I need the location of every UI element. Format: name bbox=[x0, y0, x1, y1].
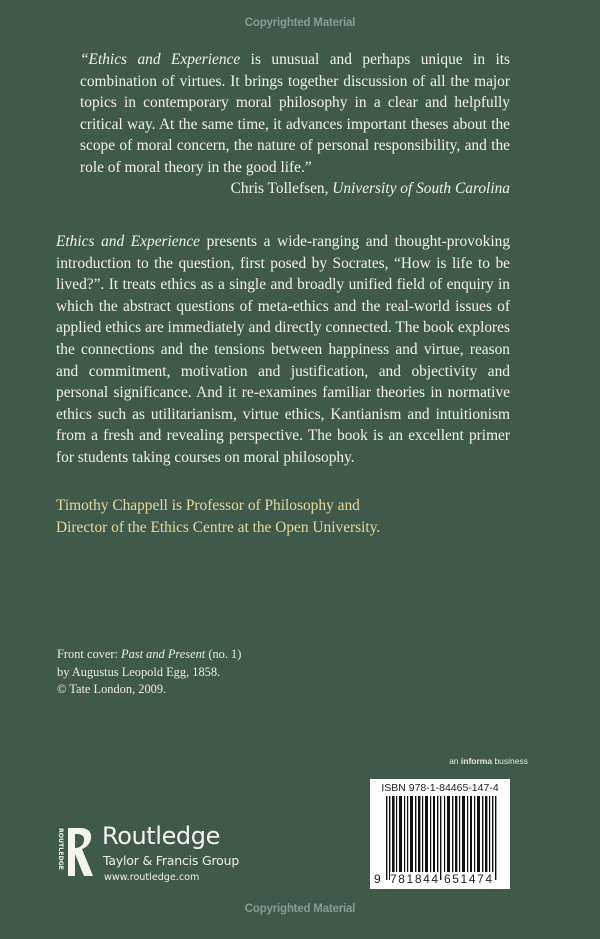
endorsement-quote bbox=[80, 49, 510, 179]
publisher-url[interactable]: www.routledge.com bbox=[104, 872, 200, 883]
author-bio bbox=[56, 495, 510, 539]
routledge-logo-vertical-text: ROUTLEDGE bbox=[57, 828, 64, 870]
barcode-digits-right: 651474 bbox=[444, 872, 494, 886]
endorsement-attribution bbox=[80, 178, 510, 200]
copyright-watermark-bottom: Copyrighted Material bbox=[244, 903, 356, 915]
informa-pre: an bbox=[449, 756, 461, 766]
author-bio-line-2: Director of the Ethics Centre at the Open University. bbox=[56, 519, 381, 536]
cover-credit-suffix: (no. 1) bbox=[205, 647, 242, 661]
routledge-logo-icon bbox=[55, 826, 95, 878]
cover-credit-copyright: © Tate London, 2009. bbox=[57, 682, 167, 696]
cover-credit-artist: by Augustus Leopold Egg, 1858. bbox=[57, 664, 221, 679]
endorser-name: Chris Tollefsen, bbox=[230, 180, 333, 197]
barcode-digits-left: 781844 bbox=[390, 872, 440, 886]
cover-credit bbox=[57, 646, 357, 699]
copyright-watermark-top: Copyrighted Material bbox=[244, 17, 356, 29]
informa-tagline bbox=[380, 756, 528, 766]
informa-post: business bbox=[492, 756, 528, 766]
isbn-label: ISBN 978-1-84465-147-4 bbox=[381, 782, 499, 794]
publisher-name: Routledge bbox=[102, 822, 220, 850]
endorser-affiliation: University of South Carolina bbox=[332, 180, 510, 197]
isbn-barcode bbox=[370, 779, 510, 889]
description-text: presents a wide-ranging and thought-provoking introduction to the question, first posed by Socrates, “How is life to be lived?”. It treats ethics as a single and broadly unified field of enquiry in which the abstract questions of meta-ethics and the real-world issues of applied ethics are immediately and directly connected. The book explores the connections and the tensions between happiness and virtue, reason and commitment, motivation and justification, and objectivity and personal significance. And it re-examines familiar theories in normative ethics such as utilitarianism, virtue ethics, Kantianism and intuitionism from a fresh and revealing perspective. The book is an excellent primer for students taking courses on moral philosophy. bbox=[56, 233, 511, 466]
endorsement-book-title: “Ethics and Experience bbox=[80, 51, 241, 68]
publisher-block bbox=[55, 822, 295, 896]
publisher-group: Taylor & Francis Group bbox=[103, 853, 240, 868]
informa-brand: informa bbox=[460, 756, 493, 766]
author-bio-line-1: Timothy Chappell is Professor of Philosophy and bbox=[56, 497, 360, 514]
cover-credit-prefix: Front cover: bbox=[57, 647, 122, 661]
endorsement-text: is unusual and perhaps unique in its combination of virtues. It brings together discussion of all the major topics in contemporary moral philosophy in a clear and helpfully critical way. At the same time, it advances important theses about the scope of moral concern, the nature of personal responsibility, and the role of moral theory in the good life.” bbox=[80, 51, 511, 176]
barcode-digit-first: 9 bbox=[374, 872, 381, 886]
cover-artwork-title: Past and Present bbox=[121, 647, 206, 661]
book-description bbox=[56, 231, 510, 469]
description-book-title: Ethics and Experience bbox=[56, 233, 200, 250]
barcode-bars-icon bbox=[384, 796, 500, 880]
